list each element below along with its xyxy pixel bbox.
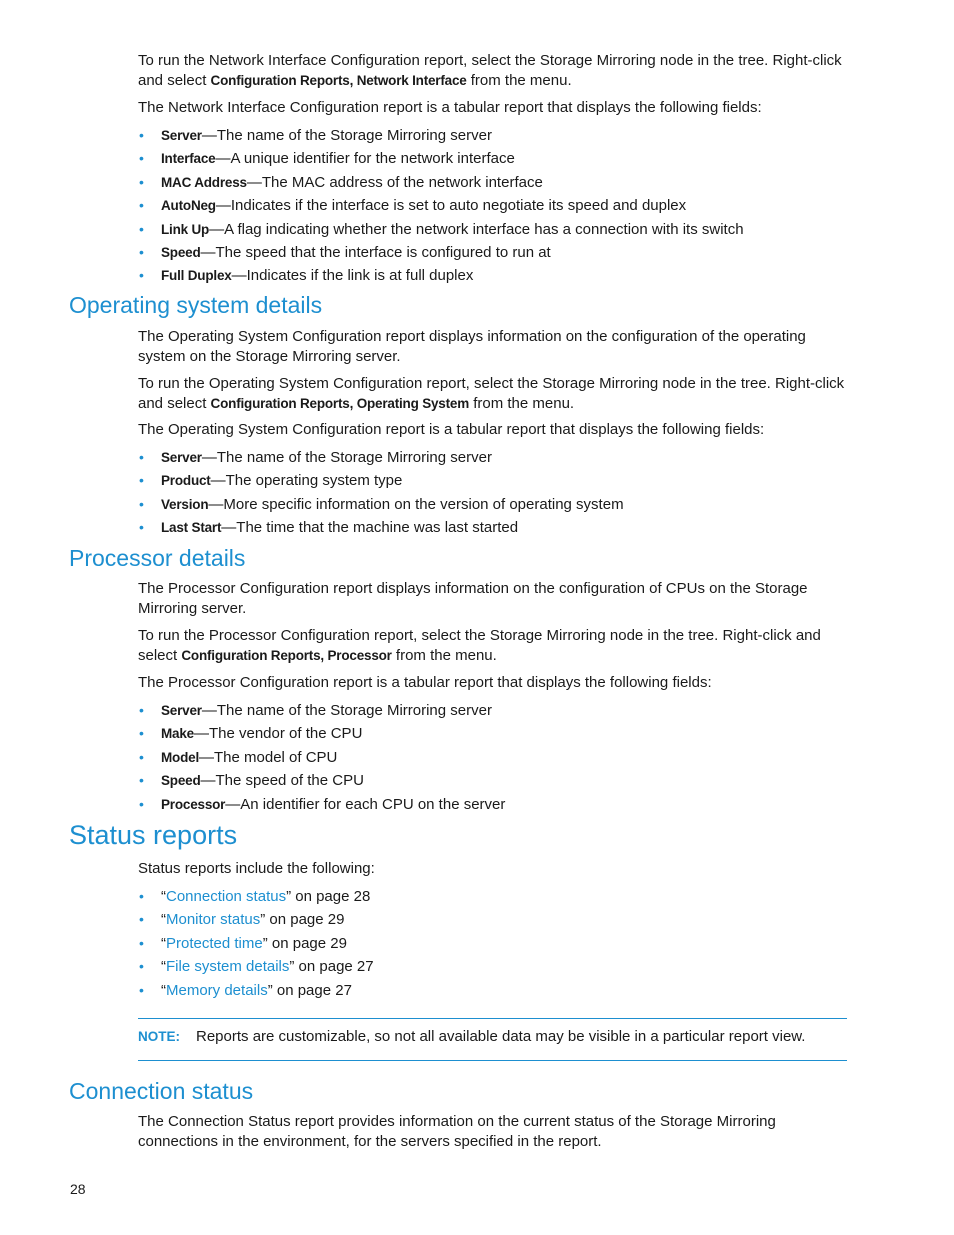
status-intro-paragraph: Status reports include the following: — [138, 860, 375, 877]
bullet-icon: • — [139, 748, 144, 765]
bullet-icon: • — [139, 888, 144, 904]
bullet-icon: • — [139, 243, 144, 260]
note-text: Reports are customizable, so not all available data may be visible in a particular report view. — [196, 1028, 806, 1045]
bullet-icon: • — [139, 958, 144, 975]
bullet-icon: • — [139, 934, 144, 951]
list-item: • “Connection status” on page 28 — [138, 885, 850, 908]
bullet-icon: • — [139, 795, 144, 812]
menu-path: Configuration Reports, Network Interface — [210, 72, 467, 88]
list-item: • Server—The name of the Storage Mirroring server — [138, 699, 850, 722]
link-file-system-details[interactable]: File system details — [166, 958, 290, 976]
bullet-icon: • — [139, 911, 144, 928]
network-run-paragraph — [138, 51, 850, 90]
run-text: To run the Network Interface Configuration report, select the Storage Mirroring node in the tree. Right-click and select — [138, 52, 842, 89]
list-item: • MAC Address—The MAC address of the network interface — [138, 171, 850, 194]
os-tabular-paragraph: The Operating System Configuration report is a tabular report that displays the following fields: — [138, 421, 765, 438]
list-item: • Version—More specific information on the version of operating system — [138, 493, 850, 516]
list-item: • “Monitor status” on page 29 — [138, 908, 850, 931]
bullet-icon: • — [139, 267, 144, 284]
connection-desc-paragraph: The Connection Status report provides information on the current status of the Storage Mirroring connections in the environment, for the servers specified in the report. — [138, 1113, 776, 1150]
processor-heading: Processor details — [69, 545, 246, 571]
link-monitor-status[interactable]: Monitor status — [166, 911, 261, 929]
bullet-icon: • — [139, 197, 144, 214]
bullet-icon: • — [139, 981, 144, 998]
connection-heading: Connection status — [69, 1078, 254, 1104]
menu-path: Configuration Reports, Processor — [181, 647, 392, 663]
list-item: • AutoNeg—Indicates if the interface is set to auto negotiate its speed and duplex — [138, 194, 850, 217]
list-item: • Last Start—The time that the machine was last started — [138, 516, 850, 539]
bullet-icon: • — [139, 150, 144, 167]
list-item: • Interface—A unique identifier for the network interface — [138, 147, 850, 170]
bullet-icon: • — [139, 772, 144, 789]
note-box — [138, 1027, 805, 1047]
bullet-icon: • — [139, 725, 144, 742]
os-desc-paragraph: The Operating System Configuration report displays information on the configuration of the operating system on the Storage Mirroring server. — [138, 328, 806, 365]
processor-fields-list — [138, 699, 850, 816]
note-label: NOTE: — [138, 1029, 180, 1044]
list-item: • Server—The name of the Storage Mirroring server — [138, 124, 850, 147]
list-item: • Make—The vendor of the CPU — [138, 722, 850, 745]
bullet-icon: • — [139, 449, 144, 465]
list-item: • “Protected time” on page 29 — [138, 932, 850, 955]
list-item: • Speed—The speed that the interface is configured to run at — [138, 241, 850, 264]
bullet-icon: • — [139, 702, 144, 718]
network-fields-list — [138, 124, 850, 288]
list-item: • Full Duplex—Indicates if the link is at full duplex — [138, 264, 850, 287]
os-run-paragraph: To run the Operating System Configuration report, select the Storage Mirroring node in the tree. Right-click and select Configuration Reports, Operating System from the menu. — [138, 375, 845, 412]
list-item: • Product—The operating system type — [138, 469, 850, 492]
processor-run-paragraph: To run the Processor Configuration report, select the Storage Mirroring node in the tree. Right-click and select Configuration Reports, Processor from the menu. — [138, 627, 821, 664]
list-item: • “Memory details” on page 27 — [138, 979, 850, 1002]
list-item: • Link Up—A flag indicating whether the network interface has a connection with its switch — [138, 218, 850, 241]
status-links-list — [138, 885, 850, 1002]
list-item: • Model—The model of CPU — [138, 746, 850, 769]
os-fields-list — [138, 446, 850, 540]
processor-desc-paragraph: The Processor Configuration report displays information on the configuration of CPUs on the Storage Mirroring server. — [138, 580, 808, 617]
bullet-icon: • — [139, 127, 144, 143]
run-text-end: from the menu. — [466, 71, 572, 89]
list-item: • “File system details” on page 27 — [138, 955, 850, 978]
status-heading: Status reports — [69, 820, 238, 850]
link-memory-details[interactable]: Memory details — [166, 981, 268, 999]
note-top-rule — [138, 1018, 847, 1019]
bullet-icon: • — [139, 173, 144, 190]
link-connection-status[interactable]: Connection status — [166, 888, 287, 905]
list-item: • Server—The name of the Storage Mirroring server — [138, 446, 850, 469]
note-bottom-rule — [138, 1060, 847, 1061]
bullet-icon: • — [139, 495, 144, 512]
processor-tabular-paragraph: The Processor Configuration report is a tabular report that displays the following fields: — [138, 674, 712, 691]
menu-path: Configuration Reports, Operating System — [210, 395, 470, 411]
link-protected-time[interactable]: Protected time — [166, 934, 263, 952]
bullet-icon: • — [139, 220, 144, 237]
list-item: • Speed—The speed of the CPU — [138, 769, 850, 792]
list-item: • Processor—An identifier for each CPU on the server — [138, 793, 850, 816]
bullet-icon: • — [139, 472, 144, 489]
network-tabular-paragraph: The Network Interface Configuration report is a tabular report that displays the following fields: — [138, 99, 762, 116]
os-heading: Operating system details — [69, 292, 323, 318]
page-number: 28 — [70, 1181, 86, 1197]
bullet-icon: • — [139, 519, 144, 536]
